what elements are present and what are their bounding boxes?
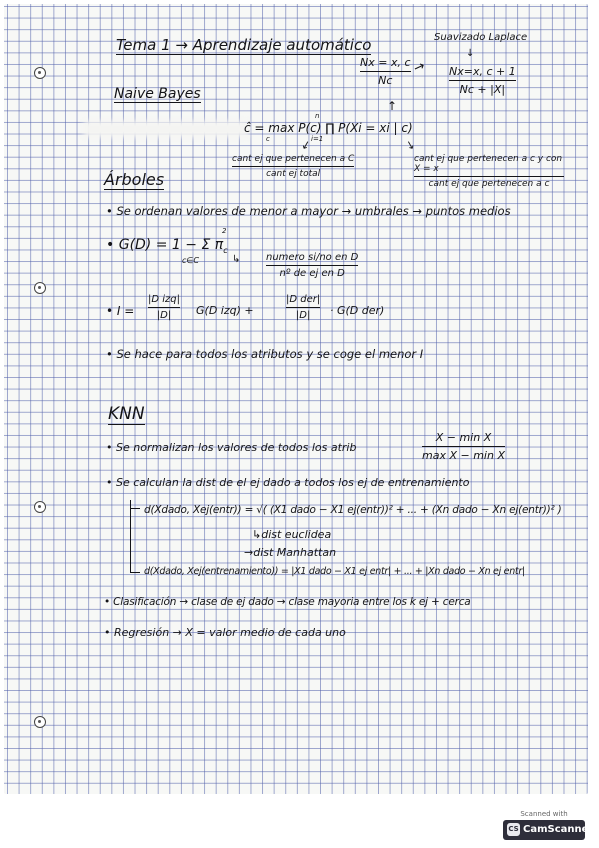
knn-manhattan-label: →dist Manhattan xyxy=(244,546,337,559)
notebook-page xyxy=(4,4,588,794)
knn-bracket-bottom xyxy=(130,572,140,573)
laplace-left-numerator: Nx = x, c xyxy=(360,56,411,69)
arrow-to-laplace-icon: → xyxy=(411,58,428,77)
laplace-label: Suavizado Laplace xyxy=(434,32,528,43)
knn-manhattan-formula: d(Xdado, Xej(entrenamiento)) = |X1 dado − X1 ej entr| + ... + |Xn dado − Xn ej entr| xyxy=(144,566,525,577)
prior-denominator: cant ej total xyxy=(266,169,321,179)
binder-hole xyxy=(34,716,46,728)
naive-bayes-formula: ĉ = max P(c) ∏ P(Xi = xi | c) xyxy=(244,121,413,135)
gini-pi-sub: c xyxy=(223,245,228,255)
heading-knn: KNN xyxy=(108,404,145,424)
impurity-f1-num: |D izq| xyxy=(148,294,180,305)
binder-hole xyxy=(34,67,46,79)
laplace-fraction-smoothed xyxy=(449,65,516,96)
gini-sum-sub: c∈C xyxy=(182,256,199,265)
knn-bullet-2-text: Se calculan la dist de el ej dado a todos los ej de entrenamiento xyxy=(116,476,470,489)
knn-euclidean-formula: d(Xdado, Xej(entr)) = √( (X1 dado − X1 ej(entr))² + ... + (Xn dado − Xn ej(entr))² ) xyxy=(144,504,562,516)
impurity-end: · G(D der) xyxy=(330,304,385,317)
naive-bayes-prior-note xyxy=(232,154,354,179)
laplace-right-denominator: Nc + |X| xyxy=(459,83,506,96)
gini-lhs: G(D) = 1 − Σ xyxy=(118,237,211,253)
gini-note-numerator: numero si/no en D xyxy=(266,252,359,263)
naive-bayes-prod-limit-bottom: i=1 xyxy=(311,135,324,143)
knn-bullet-4-text: Regresión → X = valor medio de cada uno xyxy=(114,626,346,639)
arboles-bullet-2: • Se hace para todos los atributos y se coge el menor I xyxy=(106,347,424,361)
page-title: Tema 1 → Aprendizaje automático xyxy=(116,36,372,54)
impurity-f2-den: |D| xyxy=(295,310,311,321)
heading-arboles: Árboles xyxy=(104,170,165,189)
knn-bullet-3: • Clasificación → clase de ej dado → clase mayoria entre los k ej + cerca xyxy=(104,596,471,608)
camscanner-watermark xyxy=(503,810,594,840)
camscanner-logo-icon: CS xyxy=(507,823,520,836)
gini-note xyxy=(266,252,358,279)
knn-euclidean-label: ↳dist euclidea xyxy=(252,528,332,541)
scanned-with-label: Scanned with xyxy=(520,810,568,818)
impurity-fraction-left xyxy=(148,294,180,321)
laplace-right-numerator: Nx=x, c + 1 xyxy=(449,65,516,78)
binder-hole xyxy=(34,282,46,294)
binder-hole xyxy=(34,501,46,513)
heading-naive-bayes: Naive Bayes xyxy=(114,86,201,102)
gini-sup: 2 xyxy=(222,227,227,235)
prior-numerator: cant ej que pertenecen a C xyxy=(232,154,355,164)
knn-bracket-line xyxy=(130,500,131,572)
knn-bullet-4: • Regresión → X = valor medio de cada uno xyxy=(104,626,346,639)
gini-note-denominator: nº de ej en D xyxy=(279,268,345,279)
camscanner-logo-box xyxy=(503,820,594,840)
knn-normalization xyxy=(422,431,505,462)
gini-pi: π xyxy=(214,237,224,253)
knn-euclidean-label-text: dist euclidea xyxy=(261,528,332,541)
naive-bayes-argmax-sub: c xyxy=(266,135,270,143)
knn-norm-denominator: max X − min X xyxy=(422,449,505,462)
knn-manhattan-label-text: dist Manhattan xyxy=(253,546,337,559)
impurity-fraction-right xyxy=(286,294,320,321)
arboles-bullet-1: • Se ordenan valores de menor a mayor → umbrales → puntos medios xyxy=(106,204,511,218)
knn-bullet-3-text: Clasificación → clase de ej dado → clase mayoria entre los k ej + cerca xyxy=(113,596,471,608)
laplace-arrow-icon: ↓ xyxy=(466,48,475,59)
impurity-mid: G(D izq) + xyxy=(196,304,254,317)
impurity-bullet: • I = xyxy=(106,304,135,318)
knn-norm-numerator: X − min X xyxy=(435,431,492,444)
laplace-left-denominator: Nc xyxy=(378,74,393,87)
laplace-fraction-plain xyxy=(360,56,411,87)
likelihood-numerator: cant ej que pertenecen a c y con X = x xyxy=(414,154,563,174)
knn-bullet-1-text: Se normalizan los valores de todos los atrib xyxy=(116,441,357,454)
likelihood-denominator: cant ej que pertenecen a c xyxy=(428,179,550,189)
arrow-down-left-icon: ↓ xyxy=(298,137,313,154)
knn-bullet-1: • Se normalizan los valores de todos los atrib xyxy=(106,441,357,454)
arrow-down-right-icon: ↓ xyxy=(403,137,418,154)
impurity-f1-den: |D| xyxy=(156,310,172,321)
arrow-up-icon: ↑ xyxy=(387,99,398,113)
naive-bayes-likelihood-note xyxy=(414,154,564,189)
knn-bullet-2: • Se calculan la dist de el ej dado a todos los ej de entrenamiento xyxy=(106,476,470,489)
impurity-f2-num: |D der| xyxy=(286,294,321,305)
gini-note-arrow-icon: ↳ xyxy=(232,254,241,265)
gini-formula: • G(D) = 1 − Σ $\pi_c$ xyxy=(106,237,228,255)
naive-bayes-prod-limit-top: n xyxy=(315,112,320,120)
redacted-smudge xyxy=(84,121,249,137)
arboles-bullet-1-text: Se ordenan valores de menor a mayor → umbrales → puntos medios xyxy=(116,204,511,218)
knn-bracket-top xyxy=(130,508,140,509)
impurity-prefix: I = xyxy=(116,304,135,318)
camscanner-brand: CamScanner xyxy=(523,824,594,835)
arboles-bullet-2-text: Se hace para todos los atributos y se coge el menor I xyxy=(116,347,424,361)
